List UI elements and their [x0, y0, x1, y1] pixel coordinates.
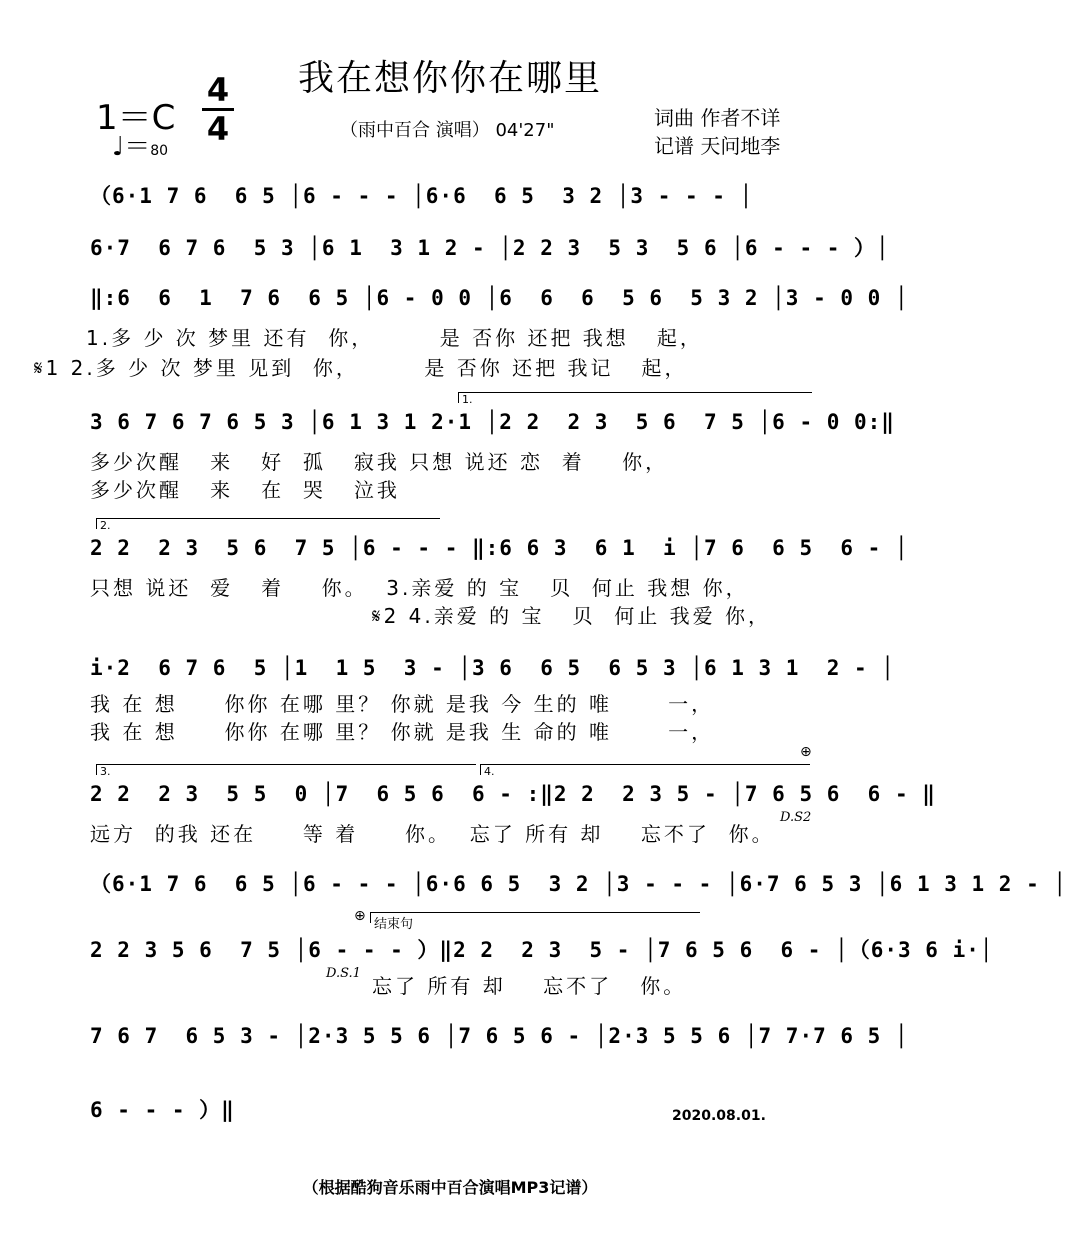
coda-mark-1: ⊕ [800, 744, 812, 760]
lyric-row-5b: 𝄋2 4.亲爱 的 宝 贝 何止 我爱 你， [372, 604, 771, 628]
score-row-6: i·2 6 7 6 5 │1 1 5 3 - │3 6 6 5 6 5 3 │6 1 3 1 2 - │ [90, 656, 895, 680]
lyric-row-6b: 我 在 想 你你 在哪 里？ 你就 是我 生 命的 唯 一， [90, 720, 715, 744]
lyric-row-6a: 我 在 想 你你 在哪 里？ 你就 是我 今 生的 唯 一， [90, 692, 715, 716]
time-sig-bottom: 4 [206, 110, 230, 148]
lyric-row-3a: 1.多 少 次 梦里 还有 你， 是 否你 还把 我想 起， [86, 326, 703, 350]
score-row-5: 2 2 2 3 5 6 7 5 │6 - - - ‖:6 6 3 6 1 i │7 6 6 5 6 - │ [90, 536, 909, 560]
volta-2: 2. [96, 518, 440, 529]
ending-label: 结束句 [374, 917, 414, 932]
volta-4: 4. [480, 764, 810, 775]
ds1-mark: D.S.1 [326, 966, 361, 981]
tempo-value: 80 [150, 143, 169, 159]
coda-mark-2: ⊕ [354, 908, 366, 924]
lyric-row-4b: 多少次醒 来 在 哭 泣我 [90, 478, 400, 502]
score-row-7: 2 2 2 3 5 5 0 │7 6 5 6 6 - :‖2 2 2 3 5 - │7 6 5 6 6 - ‖ [90, 782, 936, 806]
tempo-mark [112, 126, 168, 163]
key-signature: 1＝C [96, 98, 176, 138]
lyric-row-4a: 多少次醒 来 好 孤 寂我 只想 说还 恋 着 你， [90, 450, 669, 474]
lyric-row-7: 远方 的我 还在 等 着 你。 忘了 所有 却 忘不了 你。 [90, 822, 775, 846]
score-row-1: （6·1 7 6 6 5 │6 - - - │6·6 6 5 3 2 │3 - - - │ [90, 184, 754, 208]
lyric-row-9: 忘了 所有 却 忘不了 你。 [372, 974, 687, 998]
singer-info: （雨中百合 演唱） 04'27" [340, 120, 555, 141]
volta-1: 1. [458, 392, 812, 403]
ending-bracket [370, 912, 700, 932]
score-row-11: 6 - - - ）‖ [90, 1098, 235, 1122]
score-row-10: 7 6 7 6 5 3 - │2·3 5 5 6 │7 6 5 6 - │2·3 5 5 6 │7 7·7 6 5 │ [90, 1024, 909, 1048]
score-row-4: 3 6 7 6 7 6 5 3 │6 1 3 1 2·1 │2 2 2 3 5 6 7 5 │6 - 0 0:‖ [90, 410, 895, 434]
lyric-row-5a: 只想 说还 爱 着 你。 3.亲爱 的 宝 贝 何止 我想 你， [90, 576, 749, 600]
transcription-date: 2020.08.01. [672, 1108, 766, 1124]
score-row-8: （6·1 7 6 6 5 │6 - - - │6·6 6 5 3 2 │3 - - - │6·7 6 5 3 │6 1 3 1 2 - │ [90, 872, 1067, 896]
volta-3: 3. [96, 764, 476, 775]
credit-transcriber: 记谱 天问地李 [654, 134, 781, 158]
score-row-2: 6·7 6 7 6 5 3 │6 1 3 1 2 - │2 2 3 5 3 5 6 │6 - - - ）│ [90, 236, 890, 260]
time-signature [200, 72, 236, 147]
score-row-9: 2 2 3 5 6 7 5 │6 - - - ）‖2 2 2 3 5 - │7 6 5 6 6 - │（6·3 6 i·│ [90, 938, 994, 962]
ds2-mark: D.S2 [780, 810, 812, 825]
credit-lyrics-music: 词曲 作者不详 [654, 106, 781, 130]
song-title: 我在想你你在哪里 [297, 58, 602, 99]
lyric-row-3b: 𝄋1 2.多 少 次 梦里 见到 你， 是 否你 还把 我记 起， [34, 356, 688, 380]
score-row-3: ‖:6 6 1 7 6 6 5 │6 - 0 0 │6 6 6 5 6 5 3 2 │3 - 0 0 │ [90, 286, 909, 310]
time-sig-top: 4 [206, 71, 230, 109]
tempo-symbol: ♩＝ [112, 132, 151, 162]
footer-note: （根据酷狗音乐雨中百合演唱MP3记谱） [302, 1178, 598, 1197]
